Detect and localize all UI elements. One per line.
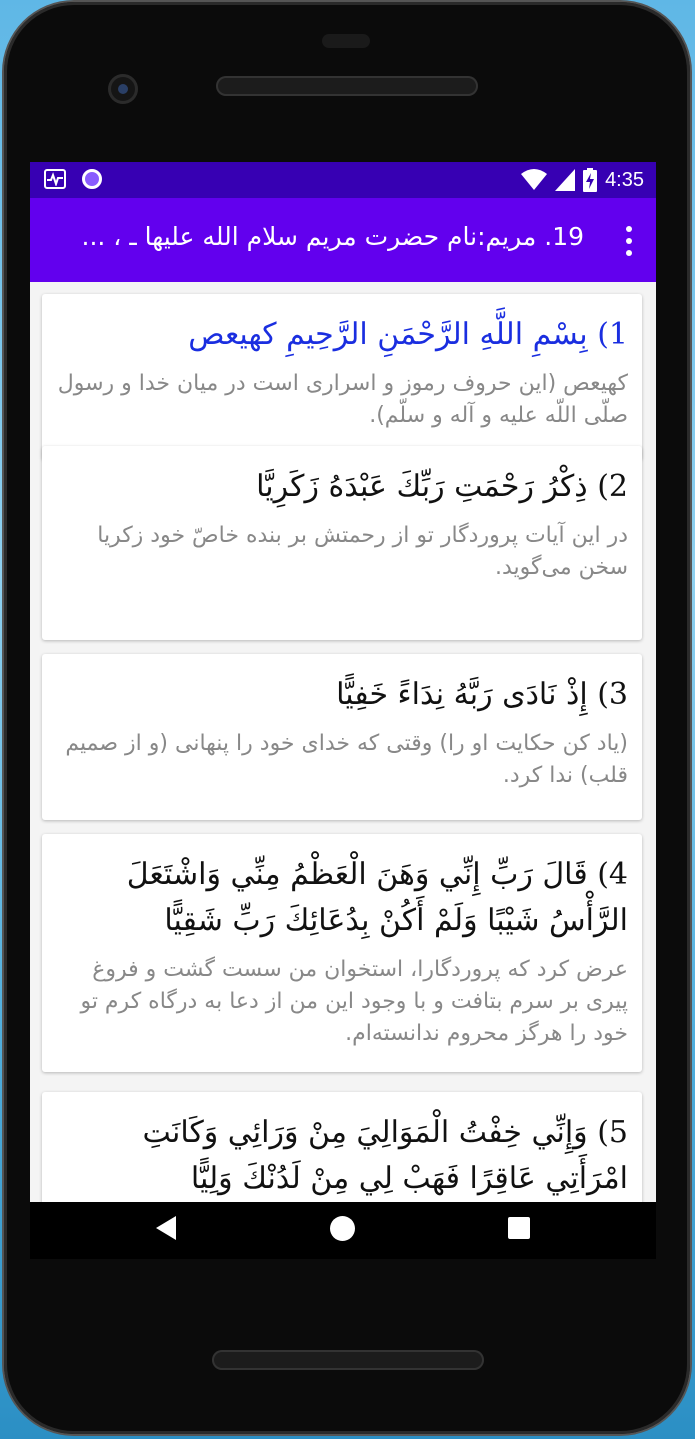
navigation-bar (30, 1202, 656, 1259)
activity-monitor-icon (44, 169, 66, 189)
verse-arabic: 1) بِسْمِ اللَّهِ الرَّحْمَنِ الرَّحِيمِ كهيعص (188, 317, 628, 352)
top-speaker-grille (216, 76, 478, 96)
verse-arabic: 3) إِذْ نَادَى رَبَّهُ نِدَاءً خَفِيًّا (336, 677, 628, 712)
verse-translation: كهيعص (اين حروف رموز و اسراری است در ميان خدا و رسول صلّی اللّه عليه و آله و سلّم). (57, 371, 628, 428)
app-bar (30, 198, 656, 282)
clock: 4:35 (605, 168, 644, 191)
verse-card-4[interactable] (42, 834, 642, 1072)
front-camera-icon (108, 74, 138, 104)
battery-charging-icon (583, 168, 597, 192)
back-icon[interactable] (156, 1216, 176, 1240)
home-icon[interactable] (330, 1216, 355, 1241)
circle-app-icon (82, 169, 102, 189)
verse-translation: در اين آيات پروردگار تو از رحمتش بر بنده خاصّ خود زكريا سخن می‌گويد. (97, 523, 628, 580)
verse-card-1[interactable] (42, 294, 642, 460)
verse-card-3[interactable] (42, 654, 642, 820)
verse-card-5[interactable] (42, 1092, 642, 1202)
more-vert-icon[interactable] (624, 226, 634, 256)
verse-arabic: 5) وَإِنِّي خِفْتُ الْمَوَالِيَ مِنْ وَرَائِي وَكَانَتِ امْرَأَتِي عَاقِرًا فَهَبْ لِي مِنْ لَدُنْكَ وَلِيًّا (142, 1115, 628, 1196)
device-screen (30, 162, 656, 1259)
status-bar (30, 162, 656, 198)
earpiece (322, 34, 370, 48)
bottom-speaker-grille (212, 1350, 484, 1370)
signal-icon (555, 169, 575, 191)
verse-arabic: 2) ذِكْرُ رَحْمَتِ رَبِّكَ عَبْدَهُ زَكَرِيَّا (256, 469, 628, 504)
wifi-icon (521, 169, 547, 191)
page-title: 19. مریم:نام حضرت مریم سلام الله علیها ـ ، ... (81, 222, 584, 251)
verse-list[interactable] (30, 282, 656, 1202)
verse-card-2[interactable] (42, 446, 642, 640)
verse-translation: عرض كرد كه پروردگارا، استخوان من سست گشت و فروغ پيری بر سرم بتافت و با وجود اين من از دعا به درگاه كرم تو خود را هرگز محروم ندانسته‌ام. (80, 957, 628, 1046)
verse-arabic: 4) قَالَ رَبِّ إِنِّي وَهَنَ الْعَظْمُ مِنِّي وَاشْتَعَلَ الرَّأْسُ شَيْبًا وَلَمْ أَكُنْ بِدُعَائِكَ رَبِّ شَقِيًّا (126, 857, 628, 938)
verse-translation: (ياد كن حكايت او را) وقتی كه خدای خود را پنهانی (و از صميم قلب) ندا كرد. (65, 731, 628, 788)
recent-apps-icon[interactable] (508, 1217, 530, 1239)
